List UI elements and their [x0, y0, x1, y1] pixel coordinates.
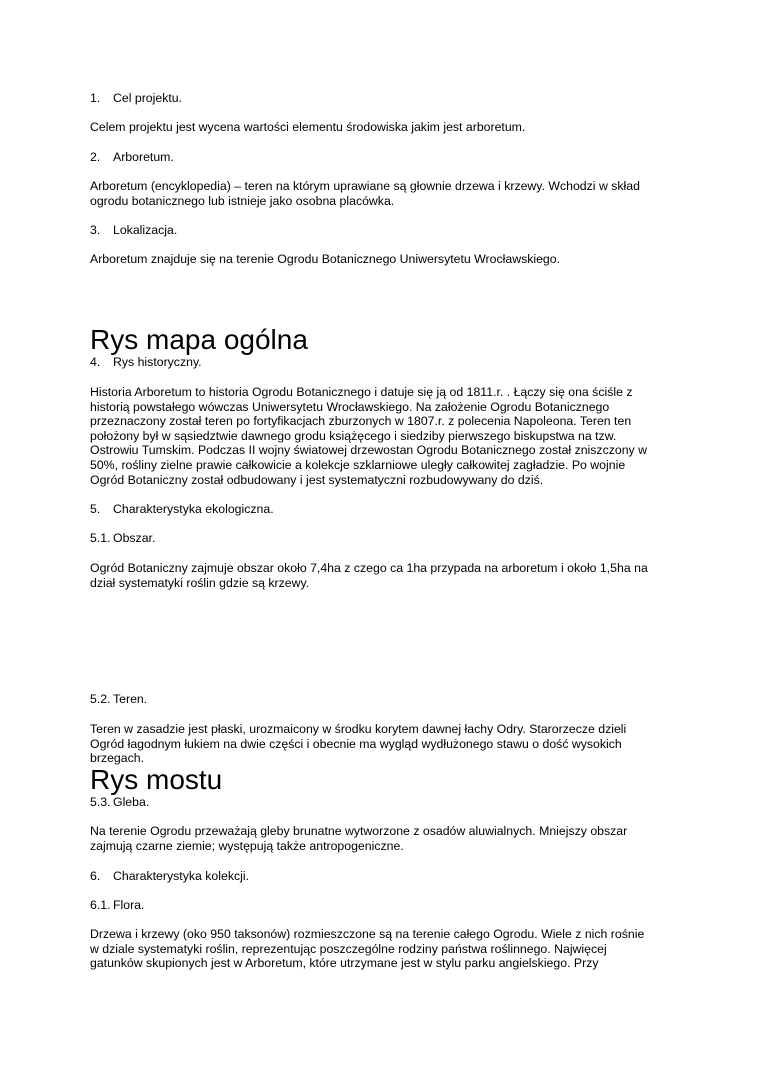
text-line: Ogród Botaniczny został odbudowany i jest systematyczni rozbudowywany do dziś.	[90, 472, 544, 487]
heading-number: 5.1.	[90, 531, 111, 545]
text-line: 50%, rośliny zielne prawie całkowicie a kolekcje szklarniowe uległy całkowitej zagładzie. Po wojnie	[90, 457, 626, 472]
text-line: przeznaczony został teren po fortyfikacjach zburzonych w 1807.r. z polecenia Napoleona. Teren ten	[90, 414, 632, 429]
heading-5-1	[90, 531, 675, 546]
paragraph-5-1	[90, 561, 675, 590]
heading-title: Charakterystyka kolekcji.	[113, 869, 249, 883]
text-line: Ogród łagodnym łukiem na dwie części i obecnie ma wygląd wydłużonego stawu o dość wysokich	[90, 736, 622, 751]
heading-number: 5.3.	[90, 795, 111, 809]
heading-title: Rys historyczny.	[113, 355, 202, 369]
heading-title: Flora.	[113, 898, 145, 912]
paragraph-6-1	[90, 927, 675, 971]
text-line: Ostrowiu Tumskim. Podczas II wojny światowej drzewostan Ogrodu Botanicznego został zniszczony w	[90, 443, 648, 458]
text-line: Arboretum (encyklopedia) – teren na którym uprawiane są głownie drzewa i krzewy. Wchodzi w skład	[90, 179, 640, 193]
paragraph-5-2	[90, 722, 675, 766]
text-line: dział systematyki roślin gdzie są krzewy.	[90, 575, 310, 590]
heading-number: 1.	[90, 91, 101, 105]
heading-1	[90, 91, 675, 106]
text-line: w dziale systematyki roślin, reprezentując poszczególne rodziny państwa roślinnego. Najwięcej	[90, 941, 607, 956]
paragraph-1: Celem projektu jest wycena wartości elementu środowiska jakim jest arboretum.	[90, 120, 526, 134]
heading-number: 6.1.	[90, 898, 111, 912]
paragraph-5-3	[90, 824, 675, 853]
heading-number: 4.	[90, 355, 101, 369]
heading-title: Cel projektu.	[113, 91, 183, 105]
text-line: Drzewa i krzewy (oko 950 taksonów) rozmieszczone są na terenie całego Ogrodu. Wiele z nich rośnie	[90, 927, 645, 941]
text-line: brzegach.	[90, 751, 145, 766]
text-line: położony był w sąsiedztwie dawnego grodu książęcego i siedziby pierwszego biskupstwa na tzw.	[90, 428, 617, 443]
heading-6-1	[90, 898, 675, 913]
paragraph-4	[90, 385, 675, 487]
figure-placeholder-map: Rys mapa ogólna	[90, 324, 308, 355]
paragraph-2	[90, 179, 675, 208]
text-line: Historia Arboretum to historia Ogrodu Botanicznego i datuje się ją od 1811.r. . Łączy się ona ściśle z	[90, 385, 633, 399]
heading-2	[90, 150, 675, 165]
heading-title: Obszar.	[113, 531, 156, 545]
heading-6	[90, 869, 675, 884]
heading-title: Charakterystyka ekologiczna.	[113, 502, 274, 516]
heading-number: 3.	[90, 223, 101, 237]
heading-5-3	[90, 795, 675, 810]
heading-3	[90, 223, 675, 238]
heading-4	[90, 355, 675, 370]
text-line: Teren w zasadzie jest płaski, urozmaicony w środku korytem dawnej łachy Odry. Starorzecze dzieli	[90, 722, 627, 736]
figure-placeholder-bridge: Rys mostu	[90, 764, 223, 795]
heading-number: 6.	[90, 869, 101, 883]
text-line: zajmują czarne ziemie; występują także antropogeniczne.	[90, 838, 404, 853]
heading-title: Arboretum.	[113, 150, 174, 164]
heading-number: 5.	[90, 502, 101, 516]
heading-title: Teren.	[113, 692, 148, 706]
heading-number: 5.2.	[90, 692, 111, 706]
heading-title: Lokalizacja.	[113, 223, 178, 237]
text-line: Na terenie Ogrodu przeważają gleby brunatne wytworzone z osadów aluwialnych. Mniejszy obszar	[90, 824, 628, 838]
text-line: historią powstałego wówczas Uniwersytetu Wrocławskiego. Na założenie Ogrodu Botanicznego	[90, 399, 610, 414]
text-line: ogrodu botanicznego lub istnieje jako osobna placówka.	[90, 193, 395, 208]
heading-5-2	[90, 692, 675, 707]
text-line: gatunków skupionych jest w Arboretum, które utrzymane jest w stylu parku angielskiego. Przy	[90, 956, 599, 971]
text-line: Ogród Botaniczny zajmuje obszar około 7,4ha z czego ca 1ha przypada na arboretum i około 1,5ha na	[90, 561, 648, 575]
heading-number: 2.	[90, 150, 101, 164]
paragraph-3: Arboretum znajduje się na terenie Ogrodu Botanicznego Uniwersytetu Wrocławskiego.	[90, 252, 561, 266]
heading-5	[90, 502, 675, 517]
heading-title: Gleba.	[113, 795, 150, 809]
